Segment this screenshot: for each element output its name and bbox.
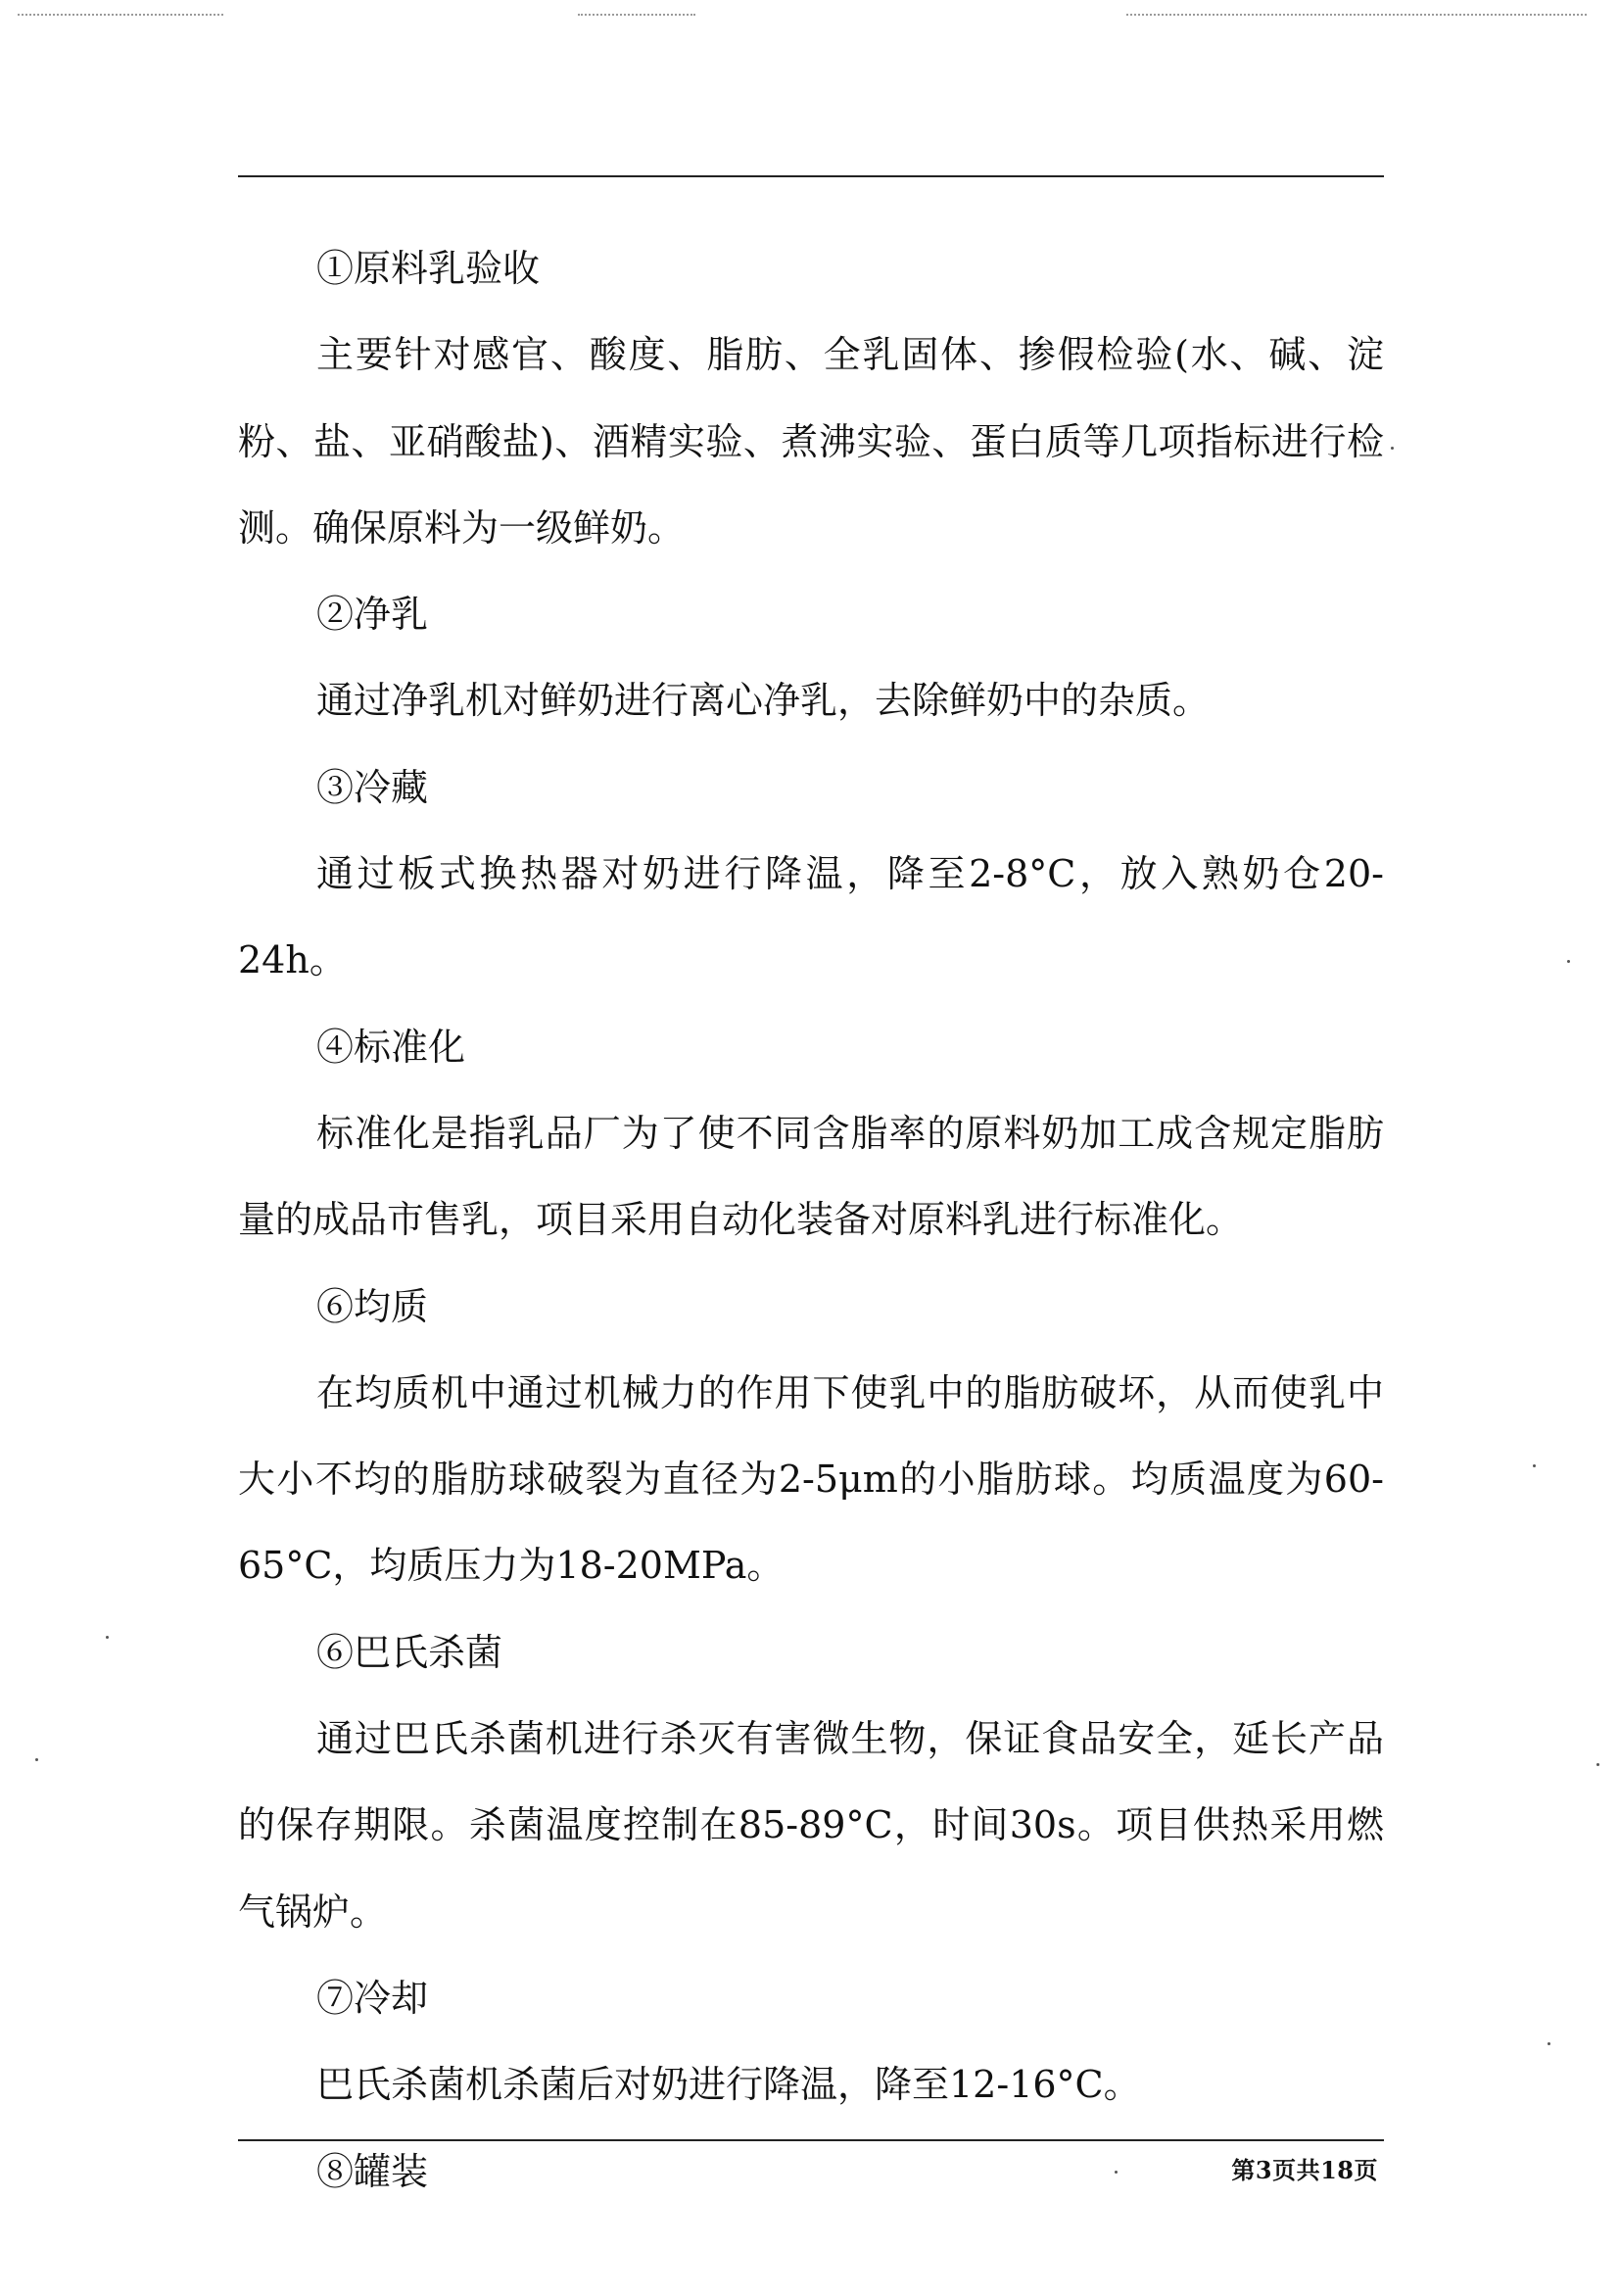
scan-noise-top-middle: [578, 14, 695, 19]
document-body: [238, 225, 1384, 2215]
scan-speck: [35, 1758, 38, 1761]
section-heading-homogenization: ⑥均质: [316, 1284, 429, 1328]
section-heading-pasteurization: ⑥巴氏杀菌: [316, 1630, 503, 1674]
paragraph-cooling: 巴氏杀菌机杀菌后对奶进行降温，降至12-16°C。: [316, 2063, 1141, 2107]
section-heading-refrigeration: ③冷藏: [316, 765, 429, 809]
scan-noise-top-right: [1126, 14, 1587, 19]
paragraph-raw-milk-acceptance: 主要针对感官、酸度、脂肪、全乳固体、掺假检验(水、碱、淀粉、盐、亚硝酸盐)、酒精实验、煮沸实验、蛋白质等几项指标进行检测。确保原料为一级鲜奶。: [238, 333, 1384, 550]
section-heading-raw-milk-acceptance: ①原料乳验收: [316, 247, 541, 290]
scan-speck: [1391, 447, 1394, 450]
scan-speck: [1596, 1763, 1599, 1766]
section-heading-cooling: ⑦冷却: [316, 1976, 429, 2020]
scan-speck: [1533, 1464, 1536, 1467]
page-number: 第3页共18页: [1231, 2156, 1378, 2184]
paragraph-milk-purification: 通过净乳机对鲜奶进行离心净乳，去除鲜奶中的杂质。: [316, 679, 1211, 723]
scan-speck: [1567, 960, 1570, 963]
paragraph-homogenization: 在均质机中通过机械力的作用下使乳中的脂肪破坏，从而使乳中大小不均的脂肪球破裂为直径为2-5μm的小脂肪球。均质温度为60-65°C，均质压力为18-20MPa。: [238, 1370, 1384, 1588]
scan-speck: [1548, 2042, 1550, 2045]
scan-noise-top-left: [18, 14, 223, 19]
scan-speck: [1115, 2171, 1118, 2174]
section-heading-filling: ⑧罐装: [316, 2149, 429, 2193]
footer-rule: [238, 2139, 1384, 2141]
paragraph-refrigeration: 通过板式换热器对奶进行降温，降至2-8°C，放入熟奶仓20-24h。: [238, 852, 1384, 982]
section-heading-milk-purification: ②净乳: [316, 593, 429, 637]
paragraph-standardization: 标准化是指乳品厂为了使不同含脂率的原料奶加工成含规定脂肪量的成品市售乳，项目采用自动化装备对原料乳进行标准化。: [238, 1111, 1384, 1242]
scan-speck: [106, 1636, 109, 1639]
paragraph-pasteurization: 通过巴氏杀菌机进行杀灭有害微生物，保证食品安全，延长产品的保存期限。杀菌温度控制在85-89°C，时间30s。项目供热采用燃气锅炉。: [238, 1717, 1384, 1934]
section-heading-standardization: ④标准化: [316, 1025, 466, 1069]
header-rule: [238, 175, 1384, 177]
